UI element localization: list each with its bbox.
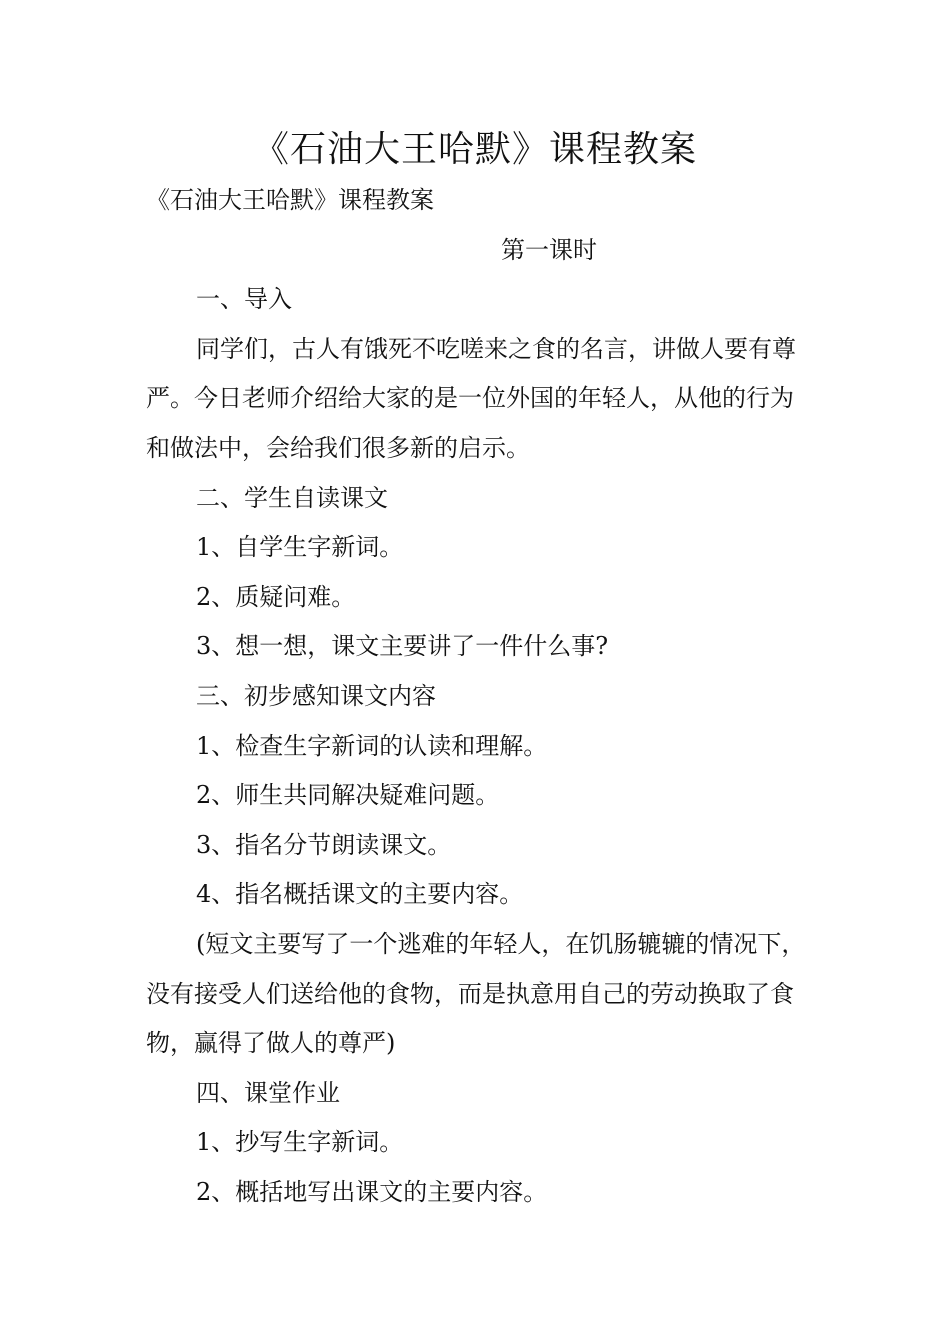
- list-item: 2、质疑问难。: [196, 582, 356, 611]
- list-item: 3、指名分节朗读课文。: [196, 830, 452, 859]
- list-item: 2、概括地写出课文的主要内容。: [196, 1177, 548, 1206]
- document-body: [146, 176, 814, 1217]
- paragraph: 同学们，古人有饿死不吃嗟来之食的名言，讲做人要有尊严。今日老师介绍给大家的是一位外国的年轻人，从他的行为和做法中，会给我们很多新的启示。: [146, 334, 796, 462]
- list-item: 3、想一想，课文主要讲了一件什么事?: [196, 632, 609, 661]
- paragraph: (短文主要写了一个逃难的年轻人，在饥肠辘辘的情况下，没有接受人们送给他的食物，而是执意用自己的劳动换取了食物，赢得了做人的尊严): [146, 929, 806, 1058]
- section-heading: 二、学生自读课文: [196, 483, 388, 512]
- document-subtitle: 《石油大王哈默》课程教案: [146, 186, 434, 214]
- section-heading: 四、课堂作业: [196, 1078, 340, 1107]
- list-item: 1、检查生字新词的认读和理解。: [196, 731, 548, 760]
- list-item: 4、指名概括课文的主要内容。: [196, 880, 524, 909]
- lesson-label: 第一课时: [501, 235, 597, 264]
- list-item: 1、抄写生字新词。: [196, 1128, 404, 1157]
- section-heading: 一、导入: [196, 285, 292, 314]
- list-item: 1、自学生字新词。: [196, 533, 404, 562]
- document-title: 《石油大王哈默》课程教案: [252, 129, 697, 170]
- section-heading: 三、初步感知课文内容: [196, 681, 436, 710]
- list-item: 2、师生共同解决疑难问题。: [196, 781, 500, 810]
